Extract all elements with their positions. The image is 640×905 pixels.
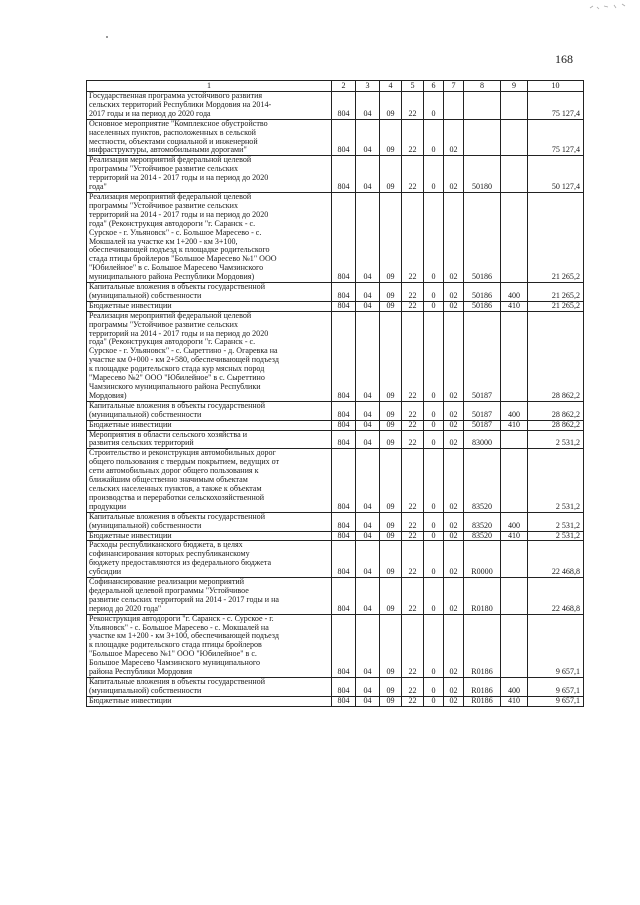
- cell-program: 22: [402, 541, 424, 578]
- cell-amount: 21 265,2: [528, 301, 584, 311]
- cell-subsection: 09: [380, 696, 402, 706]
- cell-subprogram: 0: [424, 401, 444, 420]
- cell-activity: 02: [444, 430, 464, 449]
- cell-target-code: 83520: [464, 531, 501, 541]
- cell-target-code: 50180: [464, 156, 501, 193]
- col-header: 2: [332, 81, 356, 92]
- table-row: [87, 401, 584, 420]
- row-description: Реализация мероприятий федеральной целевой программы "Устойчивое развитие сельских территорий на 2014 - 2017 годы и на период до 2020 года" (Реконструкция автодороги "г. Саранск - с. Сурское - г. Ульяновск" - с. Большое Маресево - с. Мокшалей на участке км 1+200 - км 3+100, обеспечивающей подъезд к площадке родительского стада птицы бройлеров "Большое Маресево №1" ООО "Юбилейное" в с. Большое Маресево Чамзинского муниципального района Республики Мордовия): [87, 192, 332, 282]
- cell-target-code: [464, 92, 501, 120]
- cell-ministry-code: 804: [332, 541, 356, 578]
- cell-subsection: 09: [380, 283, 402, 302]
- cell-amount: 22 468,8: [528, 541, 584, 578]
- cell-section: 04: [356, 678, 380, 697]
- cell-section: 04: [356, 401, 380, 420]
- cell-program: 22: [402, 531, 424, 541]
- table-row: [87, 92, 584, 120]
- cell-ministry-code: 804: [332, 614, 356, 677]
- cell-section: 04: [356, 420, 380, 430]
- row-description: Строительство и реконструкция автомобильных дорог общего пользования с твердым покрытием, ведущих от сети автомобильных дорог общего пользования к ближайшим общественно значимым объектам сельских населенных пунктов, а также к объектам производства и переработки сельскохозяйственной продукции: [87, 449, 332, 512]
- cell-expense-type: [501, 92, 528, 120]
- col-header: 5: [402, 81, 424, 92]
- cell-target-code: R0180: [464, 578, 501, 615]
- cell-amount: 28 862,2: [528, 401, 584, 420]
- cell-ministry-code: 804: [332, 696, 356, 706]
- cell-subsection: 09: [380, 192, 402, 282]
- cell-amount: 2 531,2: [528, 430, 584, 449]
- cell-ministry-code: 804: [332, 311, 356, 401]
- cell-ministry-code: 804: [332, 578, 356, 615]
- cell-expense-type: 410: [501, 531, 528, 541]
- cell-ministry-code: 804: [332, 92, 356, 120]
- cell-ministry-code: 804: [332, 430, 356, 449]
- cell-ministry-code: 804: [332, 283, 356, 302]
- cell-activity: [444, 92, 464, 120]
- cell-expense-type: [501, 311, 528, 401]
- row-description: Основное мероприятие "Комплексное обустройство населенных пунктов, расположенных в сельской местности, объектами социальной и инженерной инфраструктуры, автомобильными дорогами": [87, 119, 332, 156]
- cell-program: 22: [402, 512, 424, 531]
- cell-target-code: 83520: [464, 512, 501, 531]
- cell-activity: 02: [444, 283, 464, 302]
- cell-section: 04: [356, 531, 380, 541]
- cell-section: 04: [356, 430, 380, 449]
- cell-ministry-code: 804: [332, 678, 356, 697]
- cell-section: 04: [356, 541, 380, 578]
- cell-program: 22: [402, 420, 424, 430]
- cell-amount: 75 127,4: [528, 119, 584, 156]
- cell-expense-type: [501, 156, 528, 193]
- page-number: 168: [555, 52, 573, 66]
- cell-subprogram: 0: [424, 578, 444, 615]
- cell-expense-type: 400: [501, 512, 528, 531]
- table-row: [87, 283, 584, 302]
- cell-amount: 9 657,1: [528, 614, 584, 677]
- cell-target-code: 50187: [464, 420, 501, 430]
- cell-section: 04: [356, 512, 380, 531]
- cell-activity: 02: [444, 449, 464, 512]
- cell-target-code: 83000: [464, 430, 501, 449]
- row-description: Капитальные вложения в объекты государственной (муниципальной) собственности: [87, 401, 332, 420]
- cell-program: 22: [402, 449, 424, 512]
- table-row: [87, 541, 584, 578]
- cell-subprogram: 0: [424, 541, 444, 578]
- cell-amount: 2 531,2: [528, 531, 584, 541]
- cell-subprogram: 0: [424, 119, 444, 156]
- cell-expense-type: [501, 430, 528, 449]
- cell-expense-type: 400: [501, 401, 528, 420]
- cell-target-code: R0186: [464, 614, 501, 677]
- cell-target-code: 50186: [464, 192, 501, 282]
- row-description: Государственная программа устойчивого развития сельских территорий Республики Мордовия на 2014- 2017 годы и на период до 2020 года: [87, 92, 332, 120]
- col-header: 1: [87, 81, 332, 92]
- cell-expense-type: 410: [501, 420, 528, 430]
- header-row: [87, 81, 584, 92]
- cell-expense-type: [501, 119, 528, 156]
- cell-section: 04: [356, 614, 380, 677]
- cell-amount: 21 265,2: [528, 192, 584, 282]
- table-row: [87, 119, 584, 156]
- row-description: Реализация мероприятий федеральной целевой программы "Устойчивое развитие сельских территорий на 2014 - 2017 годы и на период до 2020 года": [87, 156, 332, 193]
- table-row: [87, 678, 584, 697]
- cell-section: 04: [356, 578, 380, 615]
- cell-ministry-code: 804: [332, 192, 356, 282]
- cell-section: 04: [356, 301, 380, 311]
- row-description: Бюджетные инвестиции: [87, 420, 332, 430]
- cell-subsection: 09: [380, 541, 402, 578]
- cell-subsection: 09: [380, 614, 402, 677]
- cell-subprogram: 0: [424, 92, 444, 120]
- cell-amount: 22 468,8: [528, 578, 584, 615]
- cell-program: 22: [402, 578, 424, 615]
- table-row: [87, 578, 584, 615]
- cell-subsection: 09: [380, 156, 402, 193]
- cell-target-code: 50186: [464, 283, 501, 302]
- table-row: [87, 614, 584, 677]
- col-header: 4: [380, 81, 402, 92]
- cell-amount: 50 127,4: [528, 156, 584, 193]
- table-row: [87, 156, 584, 193]
- cell-subprogram: 0: [424, 512, 444, 531]
- row-description: Реализация мероприятий федеральной целевой программы "Устойчивое развитие сельских территорий на 2014 - 2017 годы и на период до 2020 года" (Реконструкция автодороги "г. Саранск - с. Сурское - г. Ульяновск" - с. Сыреттино - д. Огаревка на участке км 0+000 - км 2+580, обеспечивающей подъезд к площадке родительского стада кур мясных пород "Маресево №2" ООО "Юбилейное" в с. Сыреттино Чамзинского муниципального района Республики Мордовия): [87, 311, 332, 401]
- cell-subsection: 09: [380, 531, 402, 541]
- table-row: [87, 449, 584, 512]
- cell-target-code: R0186: [464, 696, 501, 706]
- col-header: 9: [501, 81, 528, 92]
- row-description: Капитальные вложения в объекты государственной (муниципальной) собственности: [87, 678, 332, 697]
- cell-program: 22: [402, 283, 424, 302]
- table-row: [87, 301, 584, 311]
- cell-activity: 02: [444, 301, 464, 311]
- cell-ministry-code: 804: [332, 449, 356, 512]
- table-row: [87, 192, 584, 282]
- cell-subsection: 09: [380, 301, 402, 311]
- cell-target-code: R0000: [464, 541, 501, 578]
- cell-ministry-code: 804: [332, 119, 356, 156]
- cell-subprogram: 0: [424, 696, 444, 706]
- cell-expense-type: 410: [501, 301, 528, 311]
- cell-subsection: 09: [380, 92, 402, 120]
- row-description: Расходы республиканского бюджета, в целях софинансирования которых республиканскому бюджету предоставляются из федерального бюджета субсидии: [87, 541, 332, 578]
- cell-subprogram: 0: [424, 192, 444, 282]
- cell-subprogram: 0: [424, 301, 444, 311]
- col-header: 8: [464, 81, 501, 92]
- cell-expense-type: 410: [501, 696, 528, 706]
- row-description: Мероприятия в области сельского хозяйства и развития сельских территорий: [87, 430, 332, 449]
- cell-subprogram: 0: [424, 420, 444, 430]
- cell-amount: 21 265,2: [528, 283, 584, 302]
- cell-subsection: 09: [380, 119, 402, 156]
- row-description: Софинансирование реализации мероприятий федеральной целевой программы "Устойчивое развитие сельских территорий на 2014 - 2017 годы и на период до 2020 года": [87, 578, 332, 615]
- cell-subprogram: 0: [424, 614, 444, 677]
- col-header: 7: [444, 81, 464, 92]
- row-description: Бюджетные инвестиции: [87, 301, 332, 311]
- cell-subprogram: 0: [424, 678, 444, 697]
- cell-program: 22: [402, 430, 424, 449]
- cell-subprogram: 0: [424, 311, 444, 401]
- cell-amount: 9 657,1: [528, 678, 584, 697]
- cell-ministry-code: 804: [332, 512, 356, 531]
- cell-activity: 02: [444, 512, 464, 531]
- cell-program: 22: [402, 192, 424, 282]
- cell-activity: 02: [444, 678, 464, 697]
- cell-subprogram: 0: [424, 449, 444, 512]
- cell-subsection: 09: [380, 512, 402, 531]
- cell-program: 22: [402, 678, 424, 697]
- cell-subsection: 09: [380, 420, 402, 430]
- table-row: [87, 311, 584, 401]
- cell-activity: 02: [444, 696, 464, 706]
- cell-section: 04: [356, 92, 380, 120]
- cell-ministry-code: 804: [332, 401, 356, 420]
- cell-target-code: R0186: [464, 678, 501, 697]
- table-row: [87, 512, 584, 531]
- cell-expense-type: [501, 578, 528, 615]
- cell-amount: 28 862,2: [528, 420, 584, 430]
- cell-expense-type: 400: [501, 678, 528, 697]
- cell-subsection: 09: [380, 401, 402, 420]
- cell-activity: 02: [444, 541, 464, 578]
- cell-activity: 02: [444, 192, 464, 282]
- cell-subprogram: 0: [424, 156, 444, 193]
- cell-subsection: 09: [380, 578, 402, 615]
- cell-subsection: 09: [380, 311, 402, 401]
- cell-section: 04: [356, 696, 380, 706]
- col-header: 10: [528, 81, 584, 92]
- cell-amount: 2 531,2: [528, 512, 584, 531]
- cell-amount: 75 127,4: [528, 92, 584, 120]
- table-row: [87, 430, 584, 449]
- cell-expense-type: 400: [501, 283, 528, 302]
- cell-section: 04: [356, 283, 380, 302]
- col-header: 6: [424, 81, 444, 92]
- cell-section: 04: [356, 449, 380, 512]
- cell-activity: 02: [444, 119, 464, 156]
- cell-activity: 02: [444, 156, 464, 193]
- table-row: [87, 420, 584, 430]
- cell-program: 22: [402, 92, 424, 120]
- cell-subprogram: 0: [424, 283, 444, 302]
- row-description: Капитальные вложения в объекты государственной (муниципальной) собственности: [87, 512, 332, 531]
- cell-ministry-code: 804: [332, 156, 356, 193]
- table-row: [87, 531, 584, 541]
- cell-section: 04: [356, 192, 380, 282]
- cell-target-code: [464, 119, 501, 156]
- cell-ministry-code: 804: [332, 531, 356, 541]
- cell-subprogram: 0: [424, 430, 444, 449]
- cell-amount: 28 862,2: [528, 311, 584, 401]
- cell-subsection: 09: [380, 678, 402, 697]
- row-description: Реконструкция автодороги "г. Саранск - с. Сурское - г. Ульяновск" - с. Большое Маресево - с. Мокшалей на участке км 1+200 - км 3+100, обеспечивающей подъезд к площадке родительского стада птицы бройлеров "Большое Маресево №1" ООО "Юбилейное" в с. Большое Маресево Чамзинского муниципального района Республики Мордовия: [87, 614, 332, 677]
- cell-program: 22: [402, 696, 424, 706]
- cell-activity: 02: [444, 531, 464, 541]
- cell-amount: 9 657,1: [528, 696, 584, 706]
- cell-program: 22: [402, 301, 424, 311]
- cell-target-code: 50186: [464, 301, 501, 311]
- cell-program: 22: [402, 401, 424, 420]
- scan-artifact-marks: [588, 2, 632, 12]
- cell-expense-type: [501, 541, 528, 578]
- cell-target-code: 50187: [464, 311, 501, 401]
- cell-activity: 02: [444, 401, 464, 420]
- cell-section: 04: [356, 119, 380, 156]
- row-description: Бюджетные инвестиции: [87, 531, 332, 541]
- col-header: 3: [356, 81, 380, 92]
- cell-activity: 02: [444, 578, 464, 615]
- cell-program: 22: [402, 119, 424, 156]
- cell-program: 22: [402, 614, 424, 677]
- cell-expense-type: [501, 192, 528, 282]
- cell-ministry-code: 804: [332, 420, 356, 430]
- table-row: [87, 696, 584, 706]
- cell-activity: 02: [444, 311, 464, 401]
- cell-subsection: 09: [380, 430, 402, 449]
- scan-speck: [106, 36, 108, 38]
- cell-section: 04: [356, 156, 380, 193]
- cell-subsection: 09: [380, 449, 402, 512]
- row-description: Бюджетные инвестиции: [87, 696, 332, 706]
- cell-section: 04: [356, 311, 380, 401]
- cell-ministry-code: 804: [332, 301, 356, 311]
- row-description: Капитальные вложения в объекты государственной (муниципальной) собственности: [87, 283, 332, 302]
- cell-program: 22: [402, 311, 424, 401]
- budget-table: [86, 80, 584, 707]
- cell-subprogram: 0: [424, 531, 444, 541]
- cell-target-code: 50187: [464, 401, 501, 420]
- cell-amount: 2 531,2: [528, 449, 584, 512]
- cell-target-code: 83520: [464, 449, 501, 512]
- cell-expense-type: [501, 614, 528, 677]
- cell-activity: 02: [444, 614, 464, 677]
- cell-activity: 02: [444, 420, 464, 430]
- cell-expense-type: [501, 449, 528, 512]
- cell-program: 22: [402, 156, 424, 193]
